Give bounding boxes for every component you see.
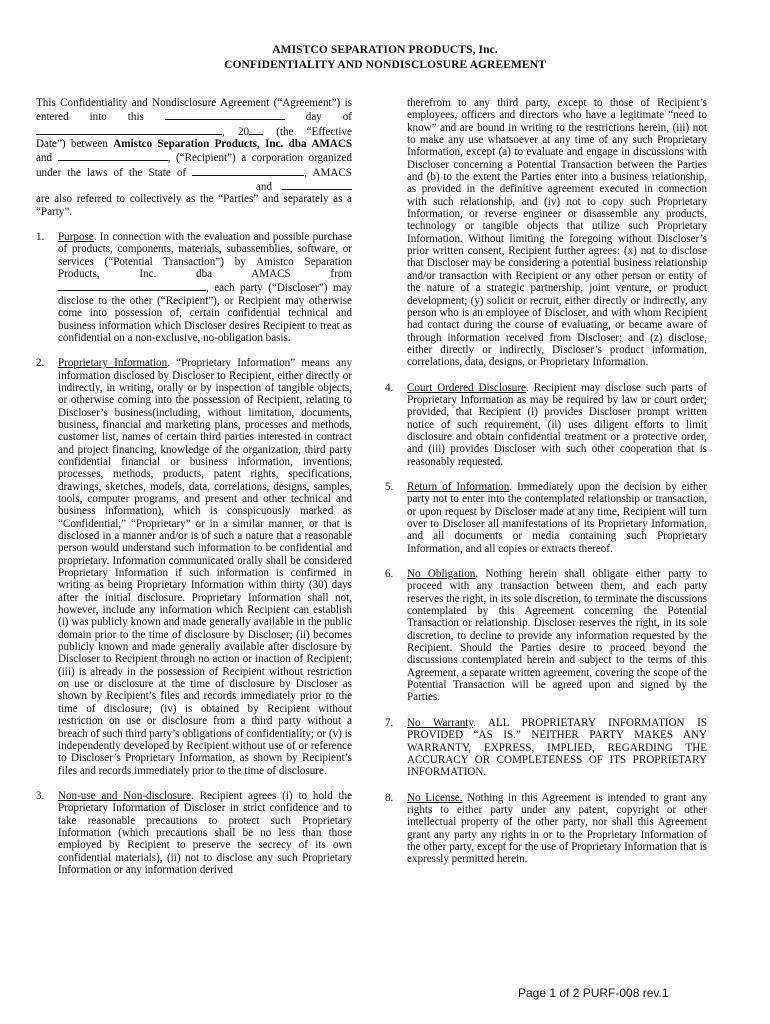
- day-blank[interactable]: [165, 109, 285, 120]
- section-8: [385, 792, 707, 866]
- section-number: 3.: [36, 789, 45, 802]
- intro-text: , (“Recipient”) a corporation organized under the laws of the State of: [36, 152, 352, 179]
- section-text: . Immediately upon the decision by either party not to enter into the contemplated relationship or transaction, or upon request by Discloser made at any time, Recipient will turn over to Discloser all manifestations of its Proprietary Information, and all documents or media containing such Proprietary Information, and all copies or extracts thereof.: [407, 480, 707, 555]
- page-footer: Page 1 of 2 PURF-008 rev.1: [518, 986, 669, 1000]
- section-text: . In connection with the evaluation and possible purchase of products, components, materials, subassemblies, software, or services (“Potential Transaction”) by Amistco Separation Products, Inc. dba AMACS from: [58, 231, 352, 281]
- intro-text: day of: [305, 111, 352, 124]
- party-amistco: Amistco Separation Products, Inc. dba AMACS: [113, 138, 352, 151]
- section-text: . Recipient agrees (i) to hold the Proprietary Information of Discloser in strict confidence and to take reasonable precautions to protect such Proprietary Information (which precautions shall be no less than those employed by Recipient to preserve the secrecy of its own confidential materials), (ii) not to disclose any such Proprietary Information or any information derived: [58, 789, 352, 876]
- section-3-continued: [385, 97, 707, 369]
- section-3: [36, 790, 352, 876]
- section-number: 7.: [385, 716, 394, 729]
- section-text: . Recipient may disclose such parts of Proprietary Information as may be required by law or court order; provided, that Recipient (i) provides Discloser prompt written notice of such requirement, (ii) uses diligent efforts to limit disclosure and obtain confidential treatment or a protective order, and (iii) provides Discloser with such other cooperation that is reasonably requested.: [407, 381, 707, 468]
- right-column: [385, 97, 707, 879]
- section-number: 1.: [36, 231, 45, 244]
- section-2: [36, 357, 352, 777]
- intro-text: and: [36, 152, 53, 165]
- section-number: 2.: [36, 357, 45, 370]
- section-5: [385, 481, 707, 555]
- section-heading: No License.: [407, 791, 463, 804]
- indent: [385, 97, 407, 369]
- section-heading: Proprietary Information: [58, 357, 168, 370]
- section-6: [385, 568, 707, 704]
- intro-text: , 20: [222, 125, 250, 138]
- recipient-blank[interactable]: [58, 150, 168, 161]
- section-heading: Non-use and Non-disclosure: [58, 789, 192, 802]
- intro-text: and: [256, 181, 273, 194]
- intro-text: , AMACS: [304, 166, 352, 179]
- month-blank[interactable]: [36, 124, 222, 135]
- state-blank[interactable]: [192, 165, 304, 176]
- section-number: 5.: [385, 480, 394, 493]
- party-blank[interactable]: [282, 179, 352, 190]
- section-heading: Return of Information: [407, 480, 510, 493]
- intro-text: (the “Effective Date”) between: [36, 125, 352, 151]
- company-name: AMISTCO SEPARATION PRODUCTS, Inc.: [272, 44, 498, 56]
- discloser-blank[interactable]: [58, 280, 206, 291]
- section-text: therefrom to any third party, except to those of Recipient’s employees, officers and directors who have a legitimate “need to know” and are bound in writing to the restrictions herein, (iii) not to make any use whatsoever at any time of any such Proprietary Information, except (a) to evaluate and engage in discussions with Discloser concerning a Potential Transaction between the Parties and (b) to the extent the Parties enter into a business relationship, as provided in the definitive agreement executed in connection with such relationship, and (iv) not to copy such Proprietary Information, or reverse engineer or disassemble any products, technology or tangible objects that utilize such Proprietary Information. Without limiting the foregoing without Discloser’s prior written consent, Recipient further agrees: (x) not to disclose that Discloser may be considering a potential business relationship and/or transaction with Recipient or any other person or entity of the nature of a strategic partnership, joint venture, or product development; (y) solicit or recruit, either directly or indirectly, any person who is an employee of Discloser, and with whom Recipient had contact during the course of evaluating, or became aware of through information received from Discloser; and (z) disclose, either directly or indirectly, Discloser’s product information, correlations, data, designs, or Proprietary Information.: [407, 97, 707, 369]
- intro-paragraph: [36, 97, 352, 218]
- section-1: [36, 231, 352, 344]
- section-4: [385, 382, 707, 468]
- section-text: , each party (“Discloser”) may disclose to the other (“Recipient”), or Recipient may otherwise come into possession of, certain confidential technical and business information which Discloser desires Recipient to treat as confidential on a non-exclusive, no-obligation basis.: [58, 282, 352, 344]
- section-number: 4.: [385, 381, 394, 394]
- section-number: 8.: [385, 791, 394, 804]
- section-heading: No Warranty: [407, 716, 474, 729]
- year-blank[interactable]: [249, 124, 263, 135]
- section-heading: Court Ordered Disclosure: [407, 381, 526, 394]
- section-7: [385, 717, 707, 779]
- section-number: 6.: [385, 568, 394, 581]
- document-title: CONFIDENTIALITY AND NONDISCLOSURE AGREEMENT: [224, 59, 546, 71]
- intro-text: are also referred to collectively as the “Parties” and separately as a “Party”.: [36, 193, 352, 218]
- section-text: . ALL PROPRIETARY INFORMATION IS PROVIDED “AS IS.” NEITHER PARTY MAKES ANY WARRANTY, EXPRESS, IMPLIED, REGARDING THE ACCURACY OR COMPLETENESS OF ITS PROPRIETARY INFORMATION.: [407, 716, 707, 779]
- section-heading: No Obligation: [407, 568, 476, 581]
- section-text: Nothing in this Agreement is intended to grant any rights to either party under any patent, copyright or other intellectual property of the other party, nor shall this Agreement grant any party any rights in or to the Proprietary Information of the other party, except for the use of Proprietary Information that is expressly permitted herein.: [407, 791, 707, 866]
- intro-text: This Confidentiality and Nondisclosure Agreement (“Agreement”) is entered into this: [36, 97, 352, 124]
- section-text: . Nothing herein shall obligate either party to proceed with any transaction between them, and each party reserves the right, in its sole discretion, to terminate the discussions contemplated by this Agreement concerning the Potential Transaction or relationship. Discloser reserves the right, in its sole discretion, to decline to provide any information requested by the Recipient. Should the Parties desire to proceed beyond the discussions contemplated herein and subject to the terms of this Agreement, a separate written agreement, covering the scope of the Potential Transaction will be agreed upon and signed by the Parties.: [407, 568, 707, 704]
- section-heading: Purpose: [58, 231, 94, 244]
- section-text: . “Proprietary Information” means any information disclosed by Discloser to Recipient, either directly or indirectly, in writing, orally or by inspection of tangible objects, or otherwise coming into the possession of Recipient, relating to Discloser’s business(including, without limitation, documents, business, financial and marketing plans, processes and methods, customer list, names of certain third parties interested in contract and project financing, knowledge of the organization, third party confidential financial or business information, inventions, processes, methods, products, patent rights, specifications, drawings, sketches, models, data, correlations, designs, samples, tools, computer programs, and present and other technical and business information), which is conspicuously marked as “Confidential,” “Proprietary” or in a similar manner, or that is disclosed in a manner and/or is of such a nature that a reasonable person would understand such information to be confidential and proprietary. Information communicated orally shall be considered Proprietary Information if such information is confirmed in writing as being Proprietary Information within thirty (30) days after the initial disclosure. Proprietary Information shall not, however, include any information which Recipient can establish (i) was publicly known and made generally available in the public domain prior to the time of disclosure by Discloser; (ii) becomes publicly known and made generally available after disclosure by Discloser to Recipient through no action or inaction of Recipient; (iii) is already in the possession of Recipient without restriction on use or disclosure at the time of disclosure by Discloser as shown by Recipient’s files and records immediately prior to the time of disclosure; (iv) is obtained by Recipient without restriction on use or disclosure from a third party without a breach of such third party’s obligations of confidentiality; or (v) is independently developed by Recipient without use of or reference to Discloser’s Proprietary Information, as shown by Recipient’s files and records immediately prior to the time of disclosure.: [58, 357, 352, 777]
- left-column: [36, 97, 352, 889]
